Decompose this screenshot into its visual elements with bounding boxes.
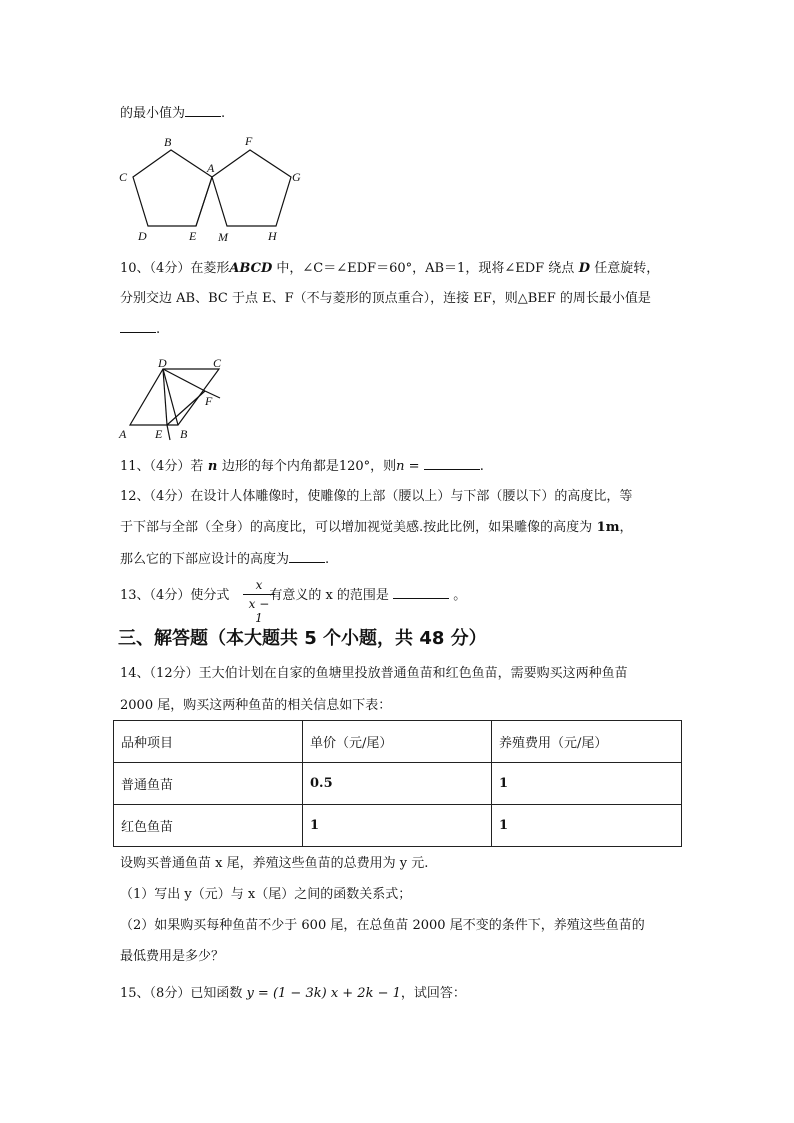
answer-blank [120,320,156,333]
q12-end: . [325,552,330,567]
q13-pre: 13、（4分）使分式 [120,588,230,603]
label-e2: E [155,427,163,441]
q14-part2-line1: （2）如果购买每种鱼苗不少于 600 尾，在总鱼苗 2000 尾不变的条件下，养殖这些鱼苗的 [120,918,645,933]
table-cell: 0.5 [303,763,492,805]
q11-pre: 11、（4分）若 [120,459,204,474]
table-cell: 1 [492,805,682,847]
label-c: C [119,170,128,184]
table-header: 品种项目 [114,721,303,763]
figure-pentagons [112,130,312,245]
table-cell: 普通鱼苗 [114,763,303,805]
answer-blank [424,457,480,470]
table-row [114,763,682,805]
q10-line2: 分别交边 AB、BC 于点 E、F（不与菱形的顶点重合），连接 EF，则△BEF 的周长最小值是 [120,291,651,306]
fraction [243,578,275,625]
q11-end: . [479,459,484,474]
segment-ef [167,391,205,425]
q10-end: . [156,322,161,337]
q12-text: 于下部与全部（全身）的高度比，可以增加视觉美感.按此比例，如果雕像的高度为 [120,520,593,535]
fraction-denominator: x − 1 [248,597,270,625]
q14-part1: （1）写出 y（元）与 x（尾）之间的函数关系式； [120,887,412,902]
ray-de [167,425,170,440]
q11-neq: n = [396,459,424,474]
label-d: D [138,229,147,243]
q14-after: 设购买普通鱼苗 x 尾，养殖这些鱼苗的总费用为 y 元. [120,856,429,871]
label-m: M [218,230,228,244]
table-header-row [114,721,682,763]
q11-n: n [203,459,222,474]
section-title: 三、解答题（本大题共 5 个小题，共 48 分） [118,628,487,649]
table-cell: 红色鱼苗 [114,805,303,847]
q13-end: 。 [449,588,467,603]
q14-line1: 14、（12分）王大伯计划在自家的鱼塘里投放普通鱼苗和红色鱼苗，需要购买这两种鱼苗 [120,666,628,681]
q14-line2: 2000 尾，购买这两种鱼苗的相关信息如下表： [120,698,392,713]
q15-line [120,985,466,1003]
q10-d: D [574,261,591,276]
table-row [114,805,682,847]
label-d2: D [158,356,167,370]
q10-abcd: ABCD [229,261,273,276]
segment-am [196,177,212,226]
q11-mid: 边形的每个内角都是120°，则 [221,459,397,474]
label-f2: F [205,394,213,408]
q15-formula: y = (1 − 3k) x + 2k − 1 [242,986,401,1001]
segment-df [163,369,205,391]
q12-line3 [120,550,329,569]
q14-part2-line2: 最低费用是多少？ [120,949,225,964]
table-cell: 1 [492,763,682,805]
q13-line [120,586,466,605]
q12-height: 1m [592,520,620,535]
intro-text: 的最小值为 [120,106,186,121]
label-e: E [189,229,197,243]
label-h: H [268,229,277,243]
label-b: B [164,135,172,149]
label-b2: B [180,427,188,441]
q15-end: ，试回答： [400,986,466,1001]
label-c2: C [213,356,222,370]
label-f: F [245,134,253,148]
table-header: 单价（元/尾） [303,721,492,763]
q15-pre: 15、（8分）已知函数 [120,986,243,1001]
table-header: 养殖费用（元/尾） [492,721,682,763]
label-g: G [292,170,301,184]
fraction-numerator: x [255,578,263,592]
q12-comma: ， [619,520,633,535]
q10-text-c: 任意旋转， [590,261,660,276]
intro-line [120,104,225,123]
q10-line3 [120,320,160,339]
answer-blank [185,104,221,117]
label-a2: A [119,427,127,441]
info-table [113,720,682,847]
q10-text-b: 中，∠C＝∠EDF＝60°，AB＝1，现将∠EDF 绕点 [272,261,575,276]
q10-text-a: 10、（4分）在菱形 [120,261,230,276]
q10-line1 [120,260,659,278]
answer-blank [393,586,449,599]
q12-line2 [120,519,632,537]
pentagon-right [212,150,291,226]
q13-mid: 有意义的 x 的范围是 [269,588,389,603]
q12-text2: 那么它的下部应设计的高度为 [120,552,290,567]
figure-rhombus [112,352,232,444]
q12-line1: 12、（4分）在设计人体雕像时，使雕像的上部（腰以上）与下部（腰以下）的高度比，等 [120,489,633,504]
intro-end: . [221,106,226,121]
fraction-bar [243,594,275,595]
q11-line [120,457,484,476]
table-cell: 1 [303,805,492,847]
answer-blank [289,550,325,563]
label-a: A [207,161,215,175]
